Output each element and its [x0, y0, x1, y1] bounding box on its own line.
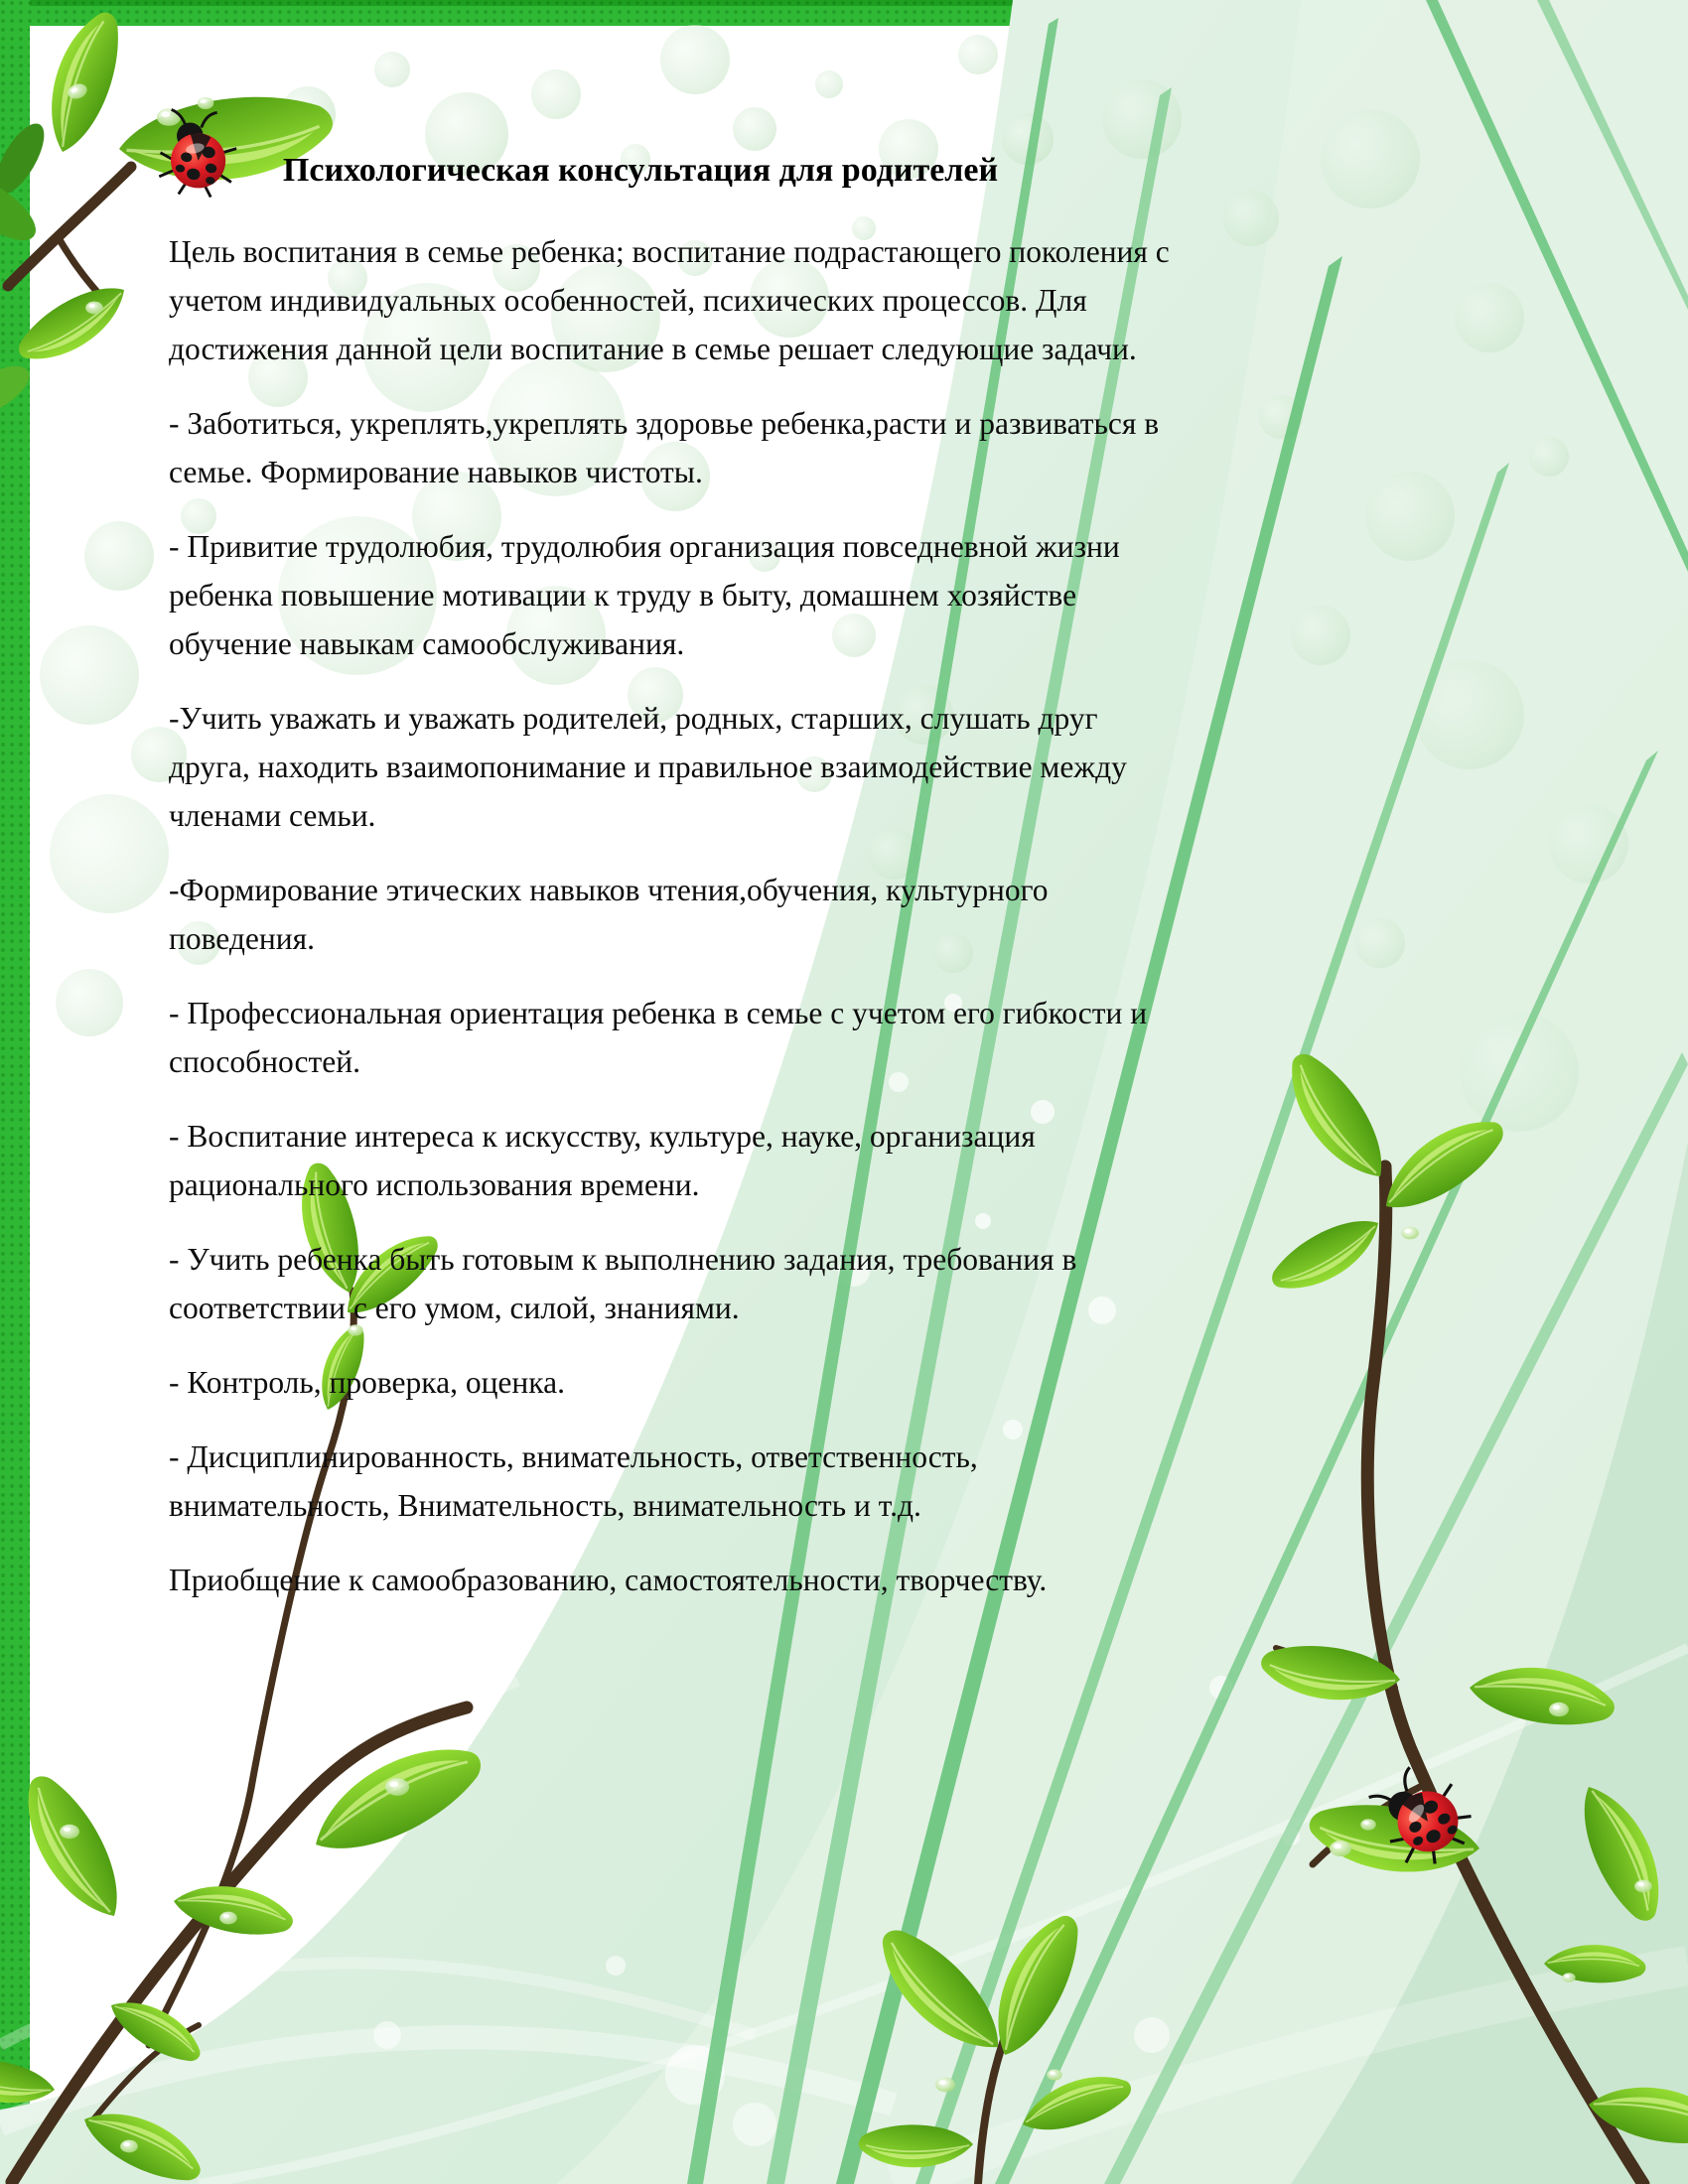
document-body [169, 151, 1182, 1630]
paragraph: -Учить уважать и уважать родителей, родных, старших, слушать друг друга, находить взаимопонимание и правильное взаимодействие между членами семьи. [169, 700, 1127, 833]
paragraph: - Привитие трудолюбия, трудолюбия организация повседневной жизни ребенка повышение мотивации к труду в быту, домашнем хозяйстве обучение навыкам самообслуживания. [169, 528, 1120, 661]
paragraph: - Воспитание интереса к искусству, культуре, науке, организация рационального использования времени. [169, 1118, 1036, 1202]
paragraph: - Дисциплинированность, внимательность, ответственность, внимательность, Внимательность, внимательность и т.д. [169, 1438, 978, 1523]
paragraph: - Контроль, проверка, оценка. [169, 1364, 565, 1400]
paragraph: Приобщение к самообразованию, самостоятельности, творчеству. [169, 1562, 1048, 1597]
paragraph: - Профессиональная ориентация ребенка в семье с учетом его гибкости и способностей. [169, 995, 1148, 1079]
document-title: Психологическая консультация для родителей [282, 152, 999, 189]
paragraph: - Заботиться, укреплять,укреплять здоровье ребенка,расти и развиваться в семье. Формирование навыков чистоты. [169, 405, 1160, 489]
paragraph: - Учить ребенка быть готовым к выполнению задания, требования в соответствии с его умом, силой, знаниями. [169, 1241, 1077, 1325]
paragraph: Цель воспитания в семье ребенка; воспитание подрастающего поколения с учетом индивидуальных особенностей, психических процессов. Для достижения данной цели воспитание в семье решает следующие задачи. [169, 233, 1170, 366]
paragraph: -Формирование этических навыков чтения,обучения, культурного поведения. [169, 872, 1049, 956]
